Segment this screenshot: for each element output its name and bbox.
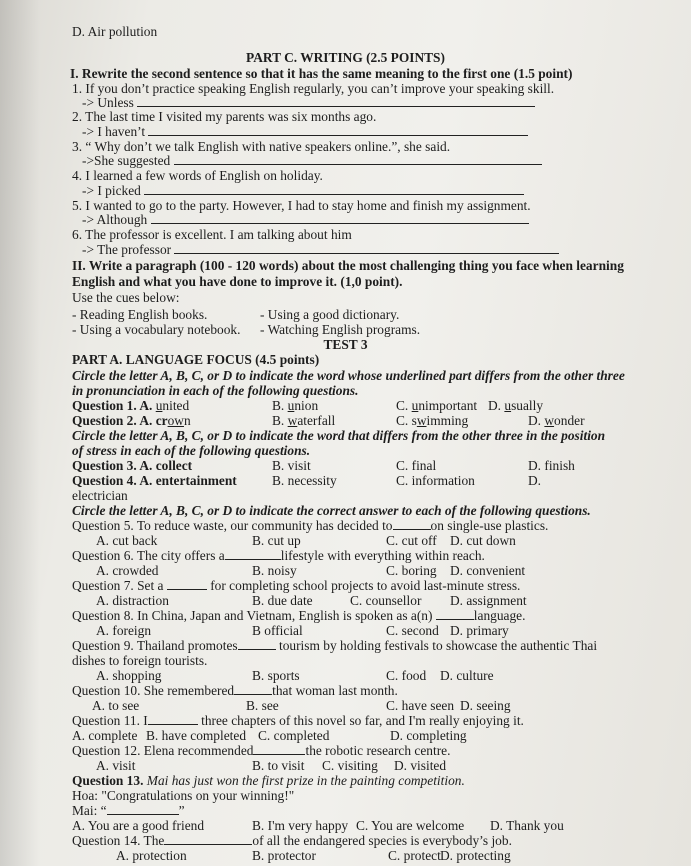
question-text: ” <box>178 803 185 818</box>
question-text: Question 11. I <box>72 713 148 728</box>
underlined-part: ow <box>167 413 184 428</box>
rewrite-a6 <box>82 242 559 258</box>
q6-option-a[interactable]: A. crowded <box>96 563 159 578</box>
question-label: Question 1. A. <box>72 398 156 413</box>
question-text: for completing school projects to avoid last-minute stress. <box>210 578 521 593</box>
q5-option-b[interactable]: B. cut up <box>252 533 301 548</box>
cue-item: - Using a good dictionary. <box>260 307 400 322</box>
rewrite-q1: 1. If you don’t practice speaking English regularly, you can’t improve your speaking skill. <box>72 81 555 96</box>
underlined-part: u <box>504 398 512 413</box>
q12-option-d[interactable]: D. visited <box>394 758 447 773</box>
rewrite-a2 <box>82 124 528 140</box>
underlined-part: w <box>544 413 555 428</box>
underlined-part: u <box>155 398 163 413</box>
question-text: three chapters of this novel so far, and I'm really enjoying it. <box>201 713 524 728</box>
question-text: tourism by holding festivals to showcase the authentic Thai <box>278 638 598 653</box>
answer-blank[interactable] <box>107 803 179 815</box>
question-14 <box>72 833 512 849</box>
answer-stem: -> Unless <box>82 95 134 110</box>
cue-item: - Using a vocabulary notebook. <box>72 322 241 337</box>
rewrite-q6: 6. The professor is excellent. I am talking about him <box>72 227 352 242</box>
question-text: Question 6. The city offers a <box>72 548 225 563</box>
answer-blank[interactable] <box>148 124 528 136</box>
q6-option-b[interactable]: B. noisy <box>252 563 297 578</box>
answer-blank[interactable] <box>174 153 542 165</box>
question-1 <box>72 398 189 414</box>
q14-option-b[interactable]: B. protector <box>252 848 316 863</box>
q5-option-d[interactable]: D. cut down <box>450 533 516 548</box>
underlined-part: u <box>411 398 419 413</box>
q1-option-d[interactable] <box>488 398 543 414</box>
q7-option-d[interactable]: D. assignment <box>450 593 527 608</box>
answer-blank[interactable] <box>137 95 535 107</box>
q8-option-d[interactable]: D. primary <box>450 623 509 638</box>
question-label: Question 13. <box>72 773 144 788</box>
word-rest: sually <box>511 398 544 413</box>
q4-option-c[interactable]: C. information <box>396 473 475 488</box>
section1-title: I. Rewrite the second sentence so that it has the same meaning to the first one (1.5 point) <box>70 66 573 81</box>
answer-blank[interactable] <box>164 833 252 845</box>
question-text: Mai has just won the first prize in the painting competition. <box>146 773 465 788</box>
answer-stem: -> The professor <box>82 242 172 257</box>
question-text: that woman last month. <box>272 683 398 698</box>
question-10 <box>72 683 398 699</box>
question-11 <box>72 713 524 729</box>
word-rest: imming <box>426 413 469 428</box>
q1-option-c[interactable] <box>396 398 477 414</box>
instruction-stress: Circle the letter A, B, C, or D to indicate the word that differs from the other three in the position <box>72 428 606 443</box>
q8-option-b[interactable]: B official <box>252 623 303 638</box>
instruction-stress-cont: of stress in each of the following questions. <box>72 443 311 458</box>
underlined-part: u <box>287 398 295 413</box>
prev-option-d: D. Air pollution <box>72 24 158 39</box>
q14-option-a[interactable]: A. protection <box>116 848 187 863</box>
answer-blank[interactable] <box>225 548 281 560</box>
q7-option-a[interactable]: A. distraction <box>96 593 169 608</box>
answer-blank[interactable] <box>144 183 524 195</box>
q9-option-d[interactable]: D. culture <box>440 668 494 683</box>
option-letter: D. <box>528 413 545 428</box>
question-text: Question 7. Set a <box>72 578 164 593</box>
answer-stem: ->She suggested <box>82 153 171 168</box>
underlined-part: w <box>416 413 427 428</box>
q4-option-b[interactable]: B. necessity <box>272 473 337 488</box>
question-13-hoa: Hoa: "Congratulations on your winning!" <box>72 788 295 803</box>
q10-option-d[interactable]: D. seeing <box>460 698 511 713</box>
question-13-mai <box>72 803 185 819</box>
option-letter: B. <box>272 398 288 413</box>
question-text: Question 5. To reduce waste, our community has decided to <box>72 518 393 533</box>
section2-title: II. Write a paragraph (100 - 120 words) about the most challenging thing you face when learning <box>72 258 624 273</box>
q14-option-d[interactable]: D. protecting <box>440 848 511 863</box>
cues-intro: Use the cues below: <box>72 290 180 305</box>
question-label: Question 2. A. cr <box>72 413 168 428</box>
answer-blank[interactable] <box>174 242 559 254</box>
part-c-title: PART C. WRITING (2.5 POINTS) <box>246 50 445 65</box>
part-a-title: PART A. LANGUAGE FOCUS (4.5 points) <box>72 352 320 367</box>
answer-blank[interactable] <box>167 578 207 590</box>
question-text: Question 8. In China, Japan and Vietnam, English is spoken as a(n) <box>72 608 433 623</box>
q12-option-b[interactable]: B. to visit <box>252 758 305 773</box>
cue-item: - Reading English books. <box>72 307 208 322</box>
q11-option-b[interactable]: B. have completed <box>146 728 247 743</box>
q3-option-b[interactable]: B. visit <box>272 458 311 473</box>
rewrite-q4: 4. I learned a few words of English on holiday. <box>72 168 323 183</box>
test-title: TEST 3 <box>323 337 368 352</box>
q1-option-b[interactable] <box>272 398 318 414</box>
question-9 <box>72 638 597 654</box>
q14-option-c[interactable]: C. protect <box>388 848 441 863</box>
q11-option-a[interactable]: A. complete <box>72 728 138 743</box>
answer-blank[interactable] <box>148 713 198 725</box>
instruction-pronunciation: Circle the letter A, B, C, or D to indicate the word whose underlined part differs from the other three <box>72 368 625 383</box>
q4-option-d[interactable]: D. <box>528 473 542 488</box>
q11-option-c[interactable]: C. completed <box>258 728 330 743</box>
question-text: Mai: “ <box>72 803 107 818</box>
answer-blank[interactable] <box>151 212 529 224</box>
q13-option-c[interactable]: C. You are welcome <box>356 818 465 833</box>
q9-option-a[interactable]: A. shopping <box>96 668 162 683</box>
answer-blank[interactable] <box>393 518 431 530</box>
question-7 <box>72 578 520 594</box>
answer-blank[interactable] <box>238 638 276 650</box>
q13-option-a[interactable]: A. You are a good friend <box>72 818 205 833</box>
answer-stem: -> I haven’t <box>82 124 146 139</box>
question-6 <box>72 548 485 564</box>
option-letter: B. <box>272 413 288 428</box>
question-3: Question 3. A. collect <box>72 458 193 473</box>
question-text: Question 12. Elena recommended <box>72 743 254 758</box>
q4-option-d-word: electrician <box>72 488 128 503</box>
page-edge-shadow <box>0 0 40 866</box>
q2-option-b[interactable] <box>272 413 335 429</box>
q12-option-c[interactable]: C. visiting <box>322 758 378 773</box>
answer-blank[interactable] <box>253 743 305 755</box>
answer-blank[interactable] <box>234 683 272 695</box>
rewrite-a3 <box>82 153 542 169</box>
rewrite-q2: 2. The last time I visited my parents was six months ago. <box>72 109 377 124</box>
question-text: of all the endangered species is everybody’s job. <box>252 833 512 848</box>
underlined-part: w <box>287 413 298 428</box>
question-text: Question 14. The <box>72 833 165 848</box>
question-text: language. <box>473 608 526 623</box>
cue-item: - Watching English programs. <box>260 322 421 337</box>
instruction-correct-answer: Circle the letter A, B, C, or D to indicate the correct answer to each of the following questions. <box>72 503 591 518</box>
q12-option-a[interactable]: A. visit <box>96 758 136 773</box>
q6-option-c[interactable]: C. boring <box>386 563 437 578</box>
question-2 <box>72 413 191 429</box>
rewrite-a4 <box>82 183 524 199</box>
q10-option-c[interactable]: C. have seen <box>386 698 455 713</box>
question-text: Question 9. Thailand promotes <box>72 638 238 653</box>
q7-option-b[interactable]: B. due date <box>252 593 313 608</box>
instruction-pronunciation-cont: in pronunciation in each of the following questions. <box>72 383 359 398</box>
question-8 <box>72 608 525 624</box>
question-text: lifestyle with everything within reach. <box>280 548 485 563</box>
word-rest: nimportant <box>418 398 478 413</box>
q11-option-d[interactable]: D. completing <box>390 728 467 743</box>
section2-title-cont: English and what you have done to improve it. (1,0 point). <box>72 274 403 289</box>
q9-option-c[interactable]: C. food <box>386 668 427 683</box>
word-rest: nited <box>162 398 190 413</box>
rewrite-a5 <box>82 212 529 228</box>
q10-option-b[interactable]: B. see <box>246 698 279 713</box>
answer-blank[interactable] <box>436 608 474 620</box>
q2-option-c[interactable] <box>396 413 468 429</box>
answer-stem: -> I picked <box>82 183 141 198</box>
q7-option-c[interactable]: C. counsellor <box>350 593 422 608</box>
word-rest: aterfall <box>297 413 336 428</box>
question-4: Question 4. A. entertainment <box>72 473 237 488</box>
word-rest: onder <box>554 413 585 428</box>
q3-option-d[interactable]: D. finish <box>528 458 575 473</box>
q2-option-d[interactable] <box>528 413 585 429</box>
question-12 <box>72 743 450 759</box>
q13-option-b[interactable]: B. I'm very happy <box>252 818 349 833</box>
word-rest: n <box>183 413 191 428</box>
question-text: Question 10. She remembered <box>72 683 235 698</box>
question-13 <box>72 773 465 789</box>
rewrite-q5: 5. I wanted to go to the party. However, I had to stay home and finish my assignment. <box>72 198 531 213</box>
q8-option-a[interactable]: A. foreign <box>96 623 152 638</box>
q8-option-c[interactable]: C. second <box>386 623 439 638</box>
word-rest: nion <box>294 398 319 413</box>
option-letter: C. s <box>396 413 417 428</box>
option-letter: D. <box>488 398 505 413</box>
q10-option-a[interactable]: A. to see <box>92 698 140 713</box>
q13-option-d[interactable]: D. Thank you <box>490 818 564 833</box>
q5-option-c[interactable]: C. cut off <box>386 533 437 548</box>
question-text: on single-use plastics. <box>430 518 549 533</box>
q6-option-d[interactable]: D. convenient <box>450 563 526 578</box>
question-text: the robotic research centre. <box>305 743 451 758</box>
option-letter: C. <box>396 398 412 413</box>
question-9-cont: dishes to foreign tourists. <box>72 653 208 668</box>
answer-stem: -> Although <box>82 212 148 227</box>
q5-option-a[interactable]: A. cut back <box>96 533 158 548</box>
rewrite-q3: 3. “ Why don’t we talk English with native speakers online.”, she said. <box>72 139 451 154</box>
q9-option-b[interactable]: B. sports <box>252 668 300 683</box>
q3-option-c[interactable]: C. final <box>396 458 437 473</box>
question-5 <box>72 518 548 534</box>
